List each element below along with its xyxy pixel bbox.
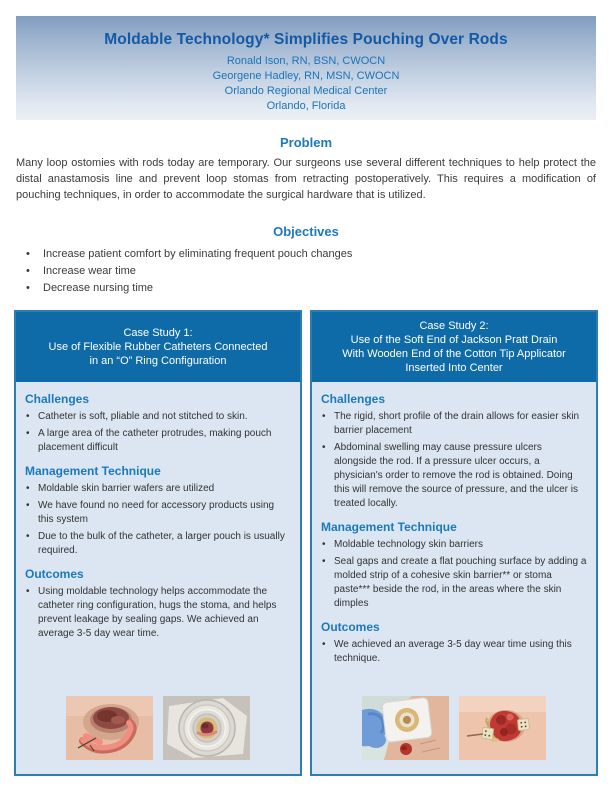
author-block (16, 54, 596, 114)
author-line-1: Ronald Ison, RN, BSN, CWOCN (226, 55, 386, 67)
header-band (16, 16, 596, 120)
challenge-item: • Abdominal swelling may cause pressure ulcers alongside the rod. If a pressure ulcer occurs, a physician's order to remove the rod is obtained. Doing this will remove the source of pressure, and the ulcer is treated locally. (321, 441, 587, 511)
outcome-item: • Using moldable technology helps accommodate the catheter ring configuration, hugs the stoma, and helps prevent leakage by sealing gaps. We achieved an average 3-5 day wear time. (25, 585, 291, 641)
case-title-line: Use of the Soft End of Jackson Pratt Drain (350, 334, 558, 346)
outcomes-list (25, 585, 291, 641)
outcomes-heading: Outcomes (321, 620, 380, 634)
management-technique-heading: Management Technique (25, 464, 161, 478)
challenges-heading: Challenges (25, 392, 90, 406)
case-title-line: With Wooden End of the Cotton Tip Applicator (342, 348, 566, 360)
management-technique-list (25, 482, 291, 558)
objective-item: • Increase wear time (26, 263, 596, 280)
photo-stoma-wooden-applicators (459, 696, 546, 760)
technique-item: • Moldable technology skin barriers (321, 538, 587, 552)
case-study-2-body (312, 382, 596, 774)
institution-line: Orlando Regional Medical Center (224, 85, 388, 97)
author-line-2: Georgene Hadley, RN, MSN, CWOCN (212, 70, 400, 82)
case-study-1-title (16, 312, 300, 382)
management-technique-heading: Management Technique (321, 520, 457, 534)
objective-item: • Decrease nursing time (26, 280, 596, 297)
case-study-1-photos (16, 696, 300, 760)
objective-item: • Increase patient comfort by eliminating frequent pouch changes (26, 246, 596, 263)
case-study-1-body (16, 382, 300, 774)
challenges-heading: Challenges (321, 392, 386, 406)
challenge-item: • The rigid, short profile of the drain allows for easier skin barrier placement (321, 410, 587, 438)
outcomes-heading: Outcomes (25, 567, 84, 581)
case-title-line: Case Study 2: (419, 320, 489, 332)
objectives-list (26, 246, 596, 297)
case-study-columns (14, 310, 598, 776)
case-study-2-photos (312, 696, 596, 760)
case-study-2-title (312, 312, 596, 382)
case-study-2 (310, 310, 598, 776)
outcome-item: • We achieved an average 3-5 day wear time using this technique. (321, 638, 587, 666)
technique-item: • Seal gaps and create a flat pouching surface by adding a molded strip of a cohesive skin barrier** or stoma paste*** beside the rod, in the areas where the skin dimples (321, 555, 587, 611)
case-title-line: Use of Flexible Rubber Catheters Connected (48, 341, 268, 353)
case-title-line: in an “O” Ring Configuration (89, 355, 227, 367)
technique-item: • Due to the bulk of the catheter, a larger pouch is usually required. (25, 530, 291, 558)
photo-stoma-catheter-ring (66, 696, 153, 760)
challenges-list (321, 410, 587, 511)
photo-applying-skin-barrier (362, 696, 449, 760)
challenge-item: • Catheter is soft, pliable and not stitched to skin. (25, 410, 291, 424)
technique-item: • Moldable skin barrier wafers are utilized (25, 482, 291, 496)
challenges-list (25, 410, 291, 455)
location-line: Orlando, Florida (266, 100, 346, 112)
case-study-1 (14, 310, 302, 776)
problem-body: Many loop ostomies with rods today are temporary. Our surgeons use several different techniques to help protect the distal anastamosis line and prevent loop stomas from retracting postoperatively. This requires a modification of pouching techniques, in order to accommodate the surgical hardware that is utilized. (16, 157, 596, 201)
poster-title: Moldable Technology* Simplifies Pouching Over Rods (104, 31, 508, 48)
outcomes-list (321, 638, 587, 666)
case-title-line: Inserted Into Center (405, 362, 503, 374)
technique-item: • We have found no need for accessory products using this system (25, 499, 291, 527)
photo-flange-over-stoma (163, 696, 250, 760)
challenge-item: • A large area of the catheter protrudes, making pouch placement difficult (25, 427, 291, 455)
problem-heading: Problem (279, 135, 332, 150)
objectives-heading: Objectives (273, 224, 339, 239)
management-technique-list (321, 538, 587, 611)
case-title-line: Case Study 1: (123, 327, 193, 339)
